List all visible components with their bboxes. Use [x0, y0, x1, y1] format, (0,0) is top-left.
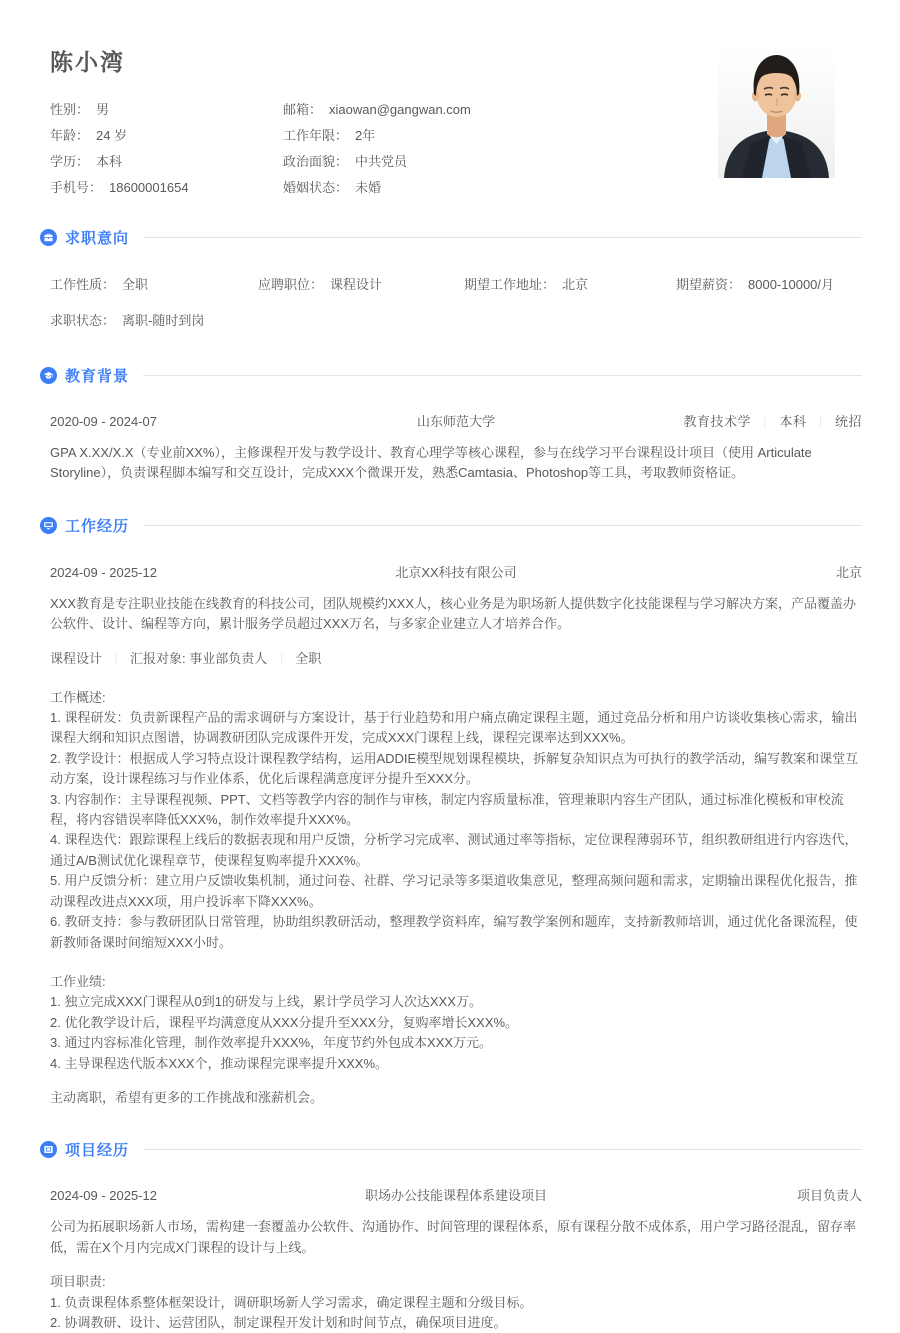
monitor-icon [40, 517, 57, 534]
intent-position [258, 274, 464, 293]
work-company: 北京XX科技有限公司 [395, 564, 517, 580]
field-value: 课程设计 [330, 277, 383, 292]
field-value: 8000-10000/月 [748, 277, 835, 292]
work-leave-reason: 主动离职，希望有更多的工作挑战和涨薪机会。 [50, 1089, 324, 1105]
section-job-intent [50, 227, 862, 329]
project-name: 职场办公技能课程体系建设项目 [365, 1188, 548, 1204]
info-value: 24 岁 [96, 127, 128, 143]
info-label: 性别： [50, 101, 90, 117]
section-rule [143, 525, 862, 526]
info-value: 本科 [96, 153, 123, 169]
info-email [283, 99, 663, 118]
section-rule [143, 237, 862, 238]
info-marital-status [283, 177, 663, 196]
info-age [50, 125, 283, 144]
work-overview-item: 1. 课程研发：负责新课程产品的需求调研与方案设计，基于行业趋势和用户痛点确定课程主题，通过竞品分析和用户访谈收集核心需求，输出课程大纲和知识点图谱，协调教研团队完成课件开发，完成XXX门课程上线，课程完课率达到XXX%。 [50, 710, 858, 746]
work-achievement-item: 2. 优化教学设计后，课程平均满意度从XXX分提升至XXX分，复购率增长XXX%。 [50, 1014, 519, 1030]
work-company-intro: XXX教育是专注职业技能在线教育的科技公司，团队规模约XXX人，核心业务是为职场新人提供数字化技能课程与学习解决方案，产品覆盖办公软件、设计、编程等方向，累计服务学员超过XXX万名，与多家企业建立人才培养合作。 [50, 595, 857, 632]
info-work-years [283, 125, 663, 144]
section-rule [143, 375, 862, 376]
info-phone [50, 177, 283, 196]
info-degree [50, 151, 283, 170]
basic-info-grid [50, 95, 670, 199]
section-title: 项目经历 [65, 1141, 130, 1159]
info-value: xiaowan@gangwan.com [329, 101, 471, 117]
work-achievement-item: 1. 独立完成XXX门课程从0到1的研发与上线，累计学员学习人次达XXX万。 [50, 994, 482, 1010]
work-overview-item: 6. 教研支持：参与教研团队日常管理，协助组织教研活动，整理教学资料库，编写教学案例和题库，支持新教师培训，通过优化备课流程，使新教师备课时间缩短XXX小时。 [50, 914, 858, 950]
project-duty-item: 2. 协调教研、设计、运营团队，制定课程开发计划和时间节点，确保项目进度。 [50, 1314, 507, 1330]
project-duties-block [50, 1272, 862, 1333]
education-period: 2020-09 - 2024-07 [50, 414, 157, 429]
job-intent-row [50, 274, 862, 293]
separator: ｜ [110, 651, 123, 666]
education-enroll-type: 统招 [835, 414, 863, 429]
section-header [50, 365, 862, 385]
field-label: 工作性质： [50, 277, 116, 292]
project-board-icon [40, 1141, 57, 1158]
field-value: 全职 [122, 277, 149, 292]
profile-photo [718, 48, 835, 178]
info-gender [50, 99, 283, 118]
work-achievement-item: 3. 通过内容标准化管理，制作效率提升XXX%，年度节约外包成本XXX万元。 [50, 1035, 493, 1051]
graduation-cap-icon [40, 367, 57, 384]
work-overview-title: 工作概述: [50, 689, 106, 705]
section-title: 教育背景 [65, 367, 130, 385]
work-overview-block [50, 688, 862, 953]
education-degree: 本科 [779, 414, 807, 429]
separator: ｜ [275, 651, 288, 666]
info-label: 工作年限： [283, 127, 349, 143]
work-period: 2024-09 - 2025-12 [50, 564, 157, 580]
work-overview-item: 2. 教学设计：根据成人学习特点设计课程教学结构，运用ADDIE模型规划课程模块，拆解复杂知识点为可执行的教学活动，编写教案和课堂互动方案，设计课程练习与作业体系，优化后课程满意度评分提升至XXX分。 [50, 750, 859, 787]
project-duty-item: 1. 负责课程体系整体框架设计，调研职场新人学习需求，确定课程主题和分级目标。 [50, 1294, 533, 1310]
intent-salary [676, 274, 862, 293]
work-achievement-item: 4. 主导课程迭代版本XXX个，推动课程完课率提升XXX%。 [50, 1055, 389, 1071]
info-political-status [283, 151, 663, 170]
info-value: 2年 [355, 127, 376, 143]
info-value: 18600001654 [109, 179, 189, 195]
info-label: 邮箱： [283, 101, 323, 117]
section-header [50, 516, 862, 536]
work-overview-item: 3. 内容制作：主导课程视频、PPT、文档等教学内容的制作与审核，制定内容质量标准，管理兼职内容生产团队，通过标准化模板和审校流程，将内容错误率降低XXX%，制作效率提升XXX%。 [50, 791, 844, 828]
work-location: 北京 [836, 564, 863, 580]
intent-job-nature [50, 274, 258, 293]
work-position-row [50, 648, 862, 667]
education-meta-row [50, 411, 862, 430]
field-value: 离职-随时到岗 [122, 313, 205, 328]
section-project [50, 1139, 862, 1333]
field-label: 期望薪资： [676, 277, 742, 292]
field-label: 期望工作地址： [464, 277, 556, 292]
work-report-to: 汇报对象: 事业部负责人 [130, 650, 268, 666]
project-role: 项目负责人 [797, 1188, 863, 1204]
briefcase-icon [40, 229, 57, 246]
work-position: 课程设计 [50, 650, 103, 666]
work-meta-row [50, 562, 862, 581]
education-description: GPA X.XX/X.X（专业前XX%），主修课程开发与教学设计、教育心理学等核心课程，参与在线学习平台课程设计项目（使用 Articulate Storyline），负责课程脚本编写和交互设计，完成XXX个微课开发，熟悉Camtasia、Photoshop等工具，考取教师资格证。 [50, 445, 812, 481]
info-value: 男 [96, 101, 110, 117]
education-school: 山东师范大学 [417, 414, 496, 429]
section-header [50, 1139, 862, 1159]
education-major: 教育技术学 [683, 414, 751, 429]
project-background: 公司为拓展职场新人市场，需构建一套覆盖办公软件、沟通协作、时间管理的课程体系，原有课程分散不成体系，用户学习路径混乱，留存率低，需在X个月内完成X门课程的设计与上线。 [50, 1219, 857, 1255]
project-duties-title: 项目职责: [50, 1274, 106, 1290]
intent-location [464, 274, 676, 293]
section-education [50, 365, 862, 484]
work-overview-item: 4. 课程迭代：跟踪课程上线后的数据表现和用户反馈，分析学习完成率、测试通过率等指标，定位课程薄弱环节，组织教研组进行内容迭代，通过A/B测试优化课程章节，使课程复购率提升XXX%。 [50, 832, 858, 868]
info-label: 政治面貌： [283, 153, 349, 169]
info-label: 手机号： [50, 179, 103, 195]
section-rule [143, 1149, 862, 1150]
info-label: 婚姻状态： [283, 179, 349, 195]
work-achievements-title: 工作业绩: [50, 973, 106, 989]
field-label: 求职状态： [50, 313, 116, 328]
candidate-name: 陈小湾 [50, 49, 125, 75]
info-label: 年龄： [50, 127, 90, 143]
job-intent-row [50, 310, 862, 329]
info-value: 未婚 [355, 179, 382, 195]
work-achievements-block [50, 972, 862, 1074]
section-work [50, 516, 862, 1109]
section-title: 求职意向 [65, 229, 130, 247]
section-header [50, 227, 862, 247]
info-label: 学历： [50, 153, 90, 169]
project-period: 2024-09 - 2025-12 [50, 1188, 157, 1204]
separator: ｜ [758, 415, 772, 429]
info-value: 中共党员 [355, 153, 408, 169]
education-tags [623, 411, 862, 430]
intent-status [50, 313, 204, 328]
section-title: 工作经历 [65, 518, 130, 536]
work-overview-item: 5. 用户反馈分析：建立用户反馈收集机制，通过问卷、社群、学习记录等多渠道收集意见，整理高频问题和需求，定期输出课程优化报告，推动课程改进点XXX项，用户投诉率下降XXX%。 [50, 873, 858, 909]
field-label: 应聘职位： [258, 277, 324, 292]
field-value: 北京 [562, 277, 589, 292]
separator: ｜ [814, 415, 827, 429]
profile-photo-illustration [718, 48, 835, 178]
work-job-type: 全职 [295, 650, 322, 666]
project-meta-row [50, 1185, 862, 1204]
